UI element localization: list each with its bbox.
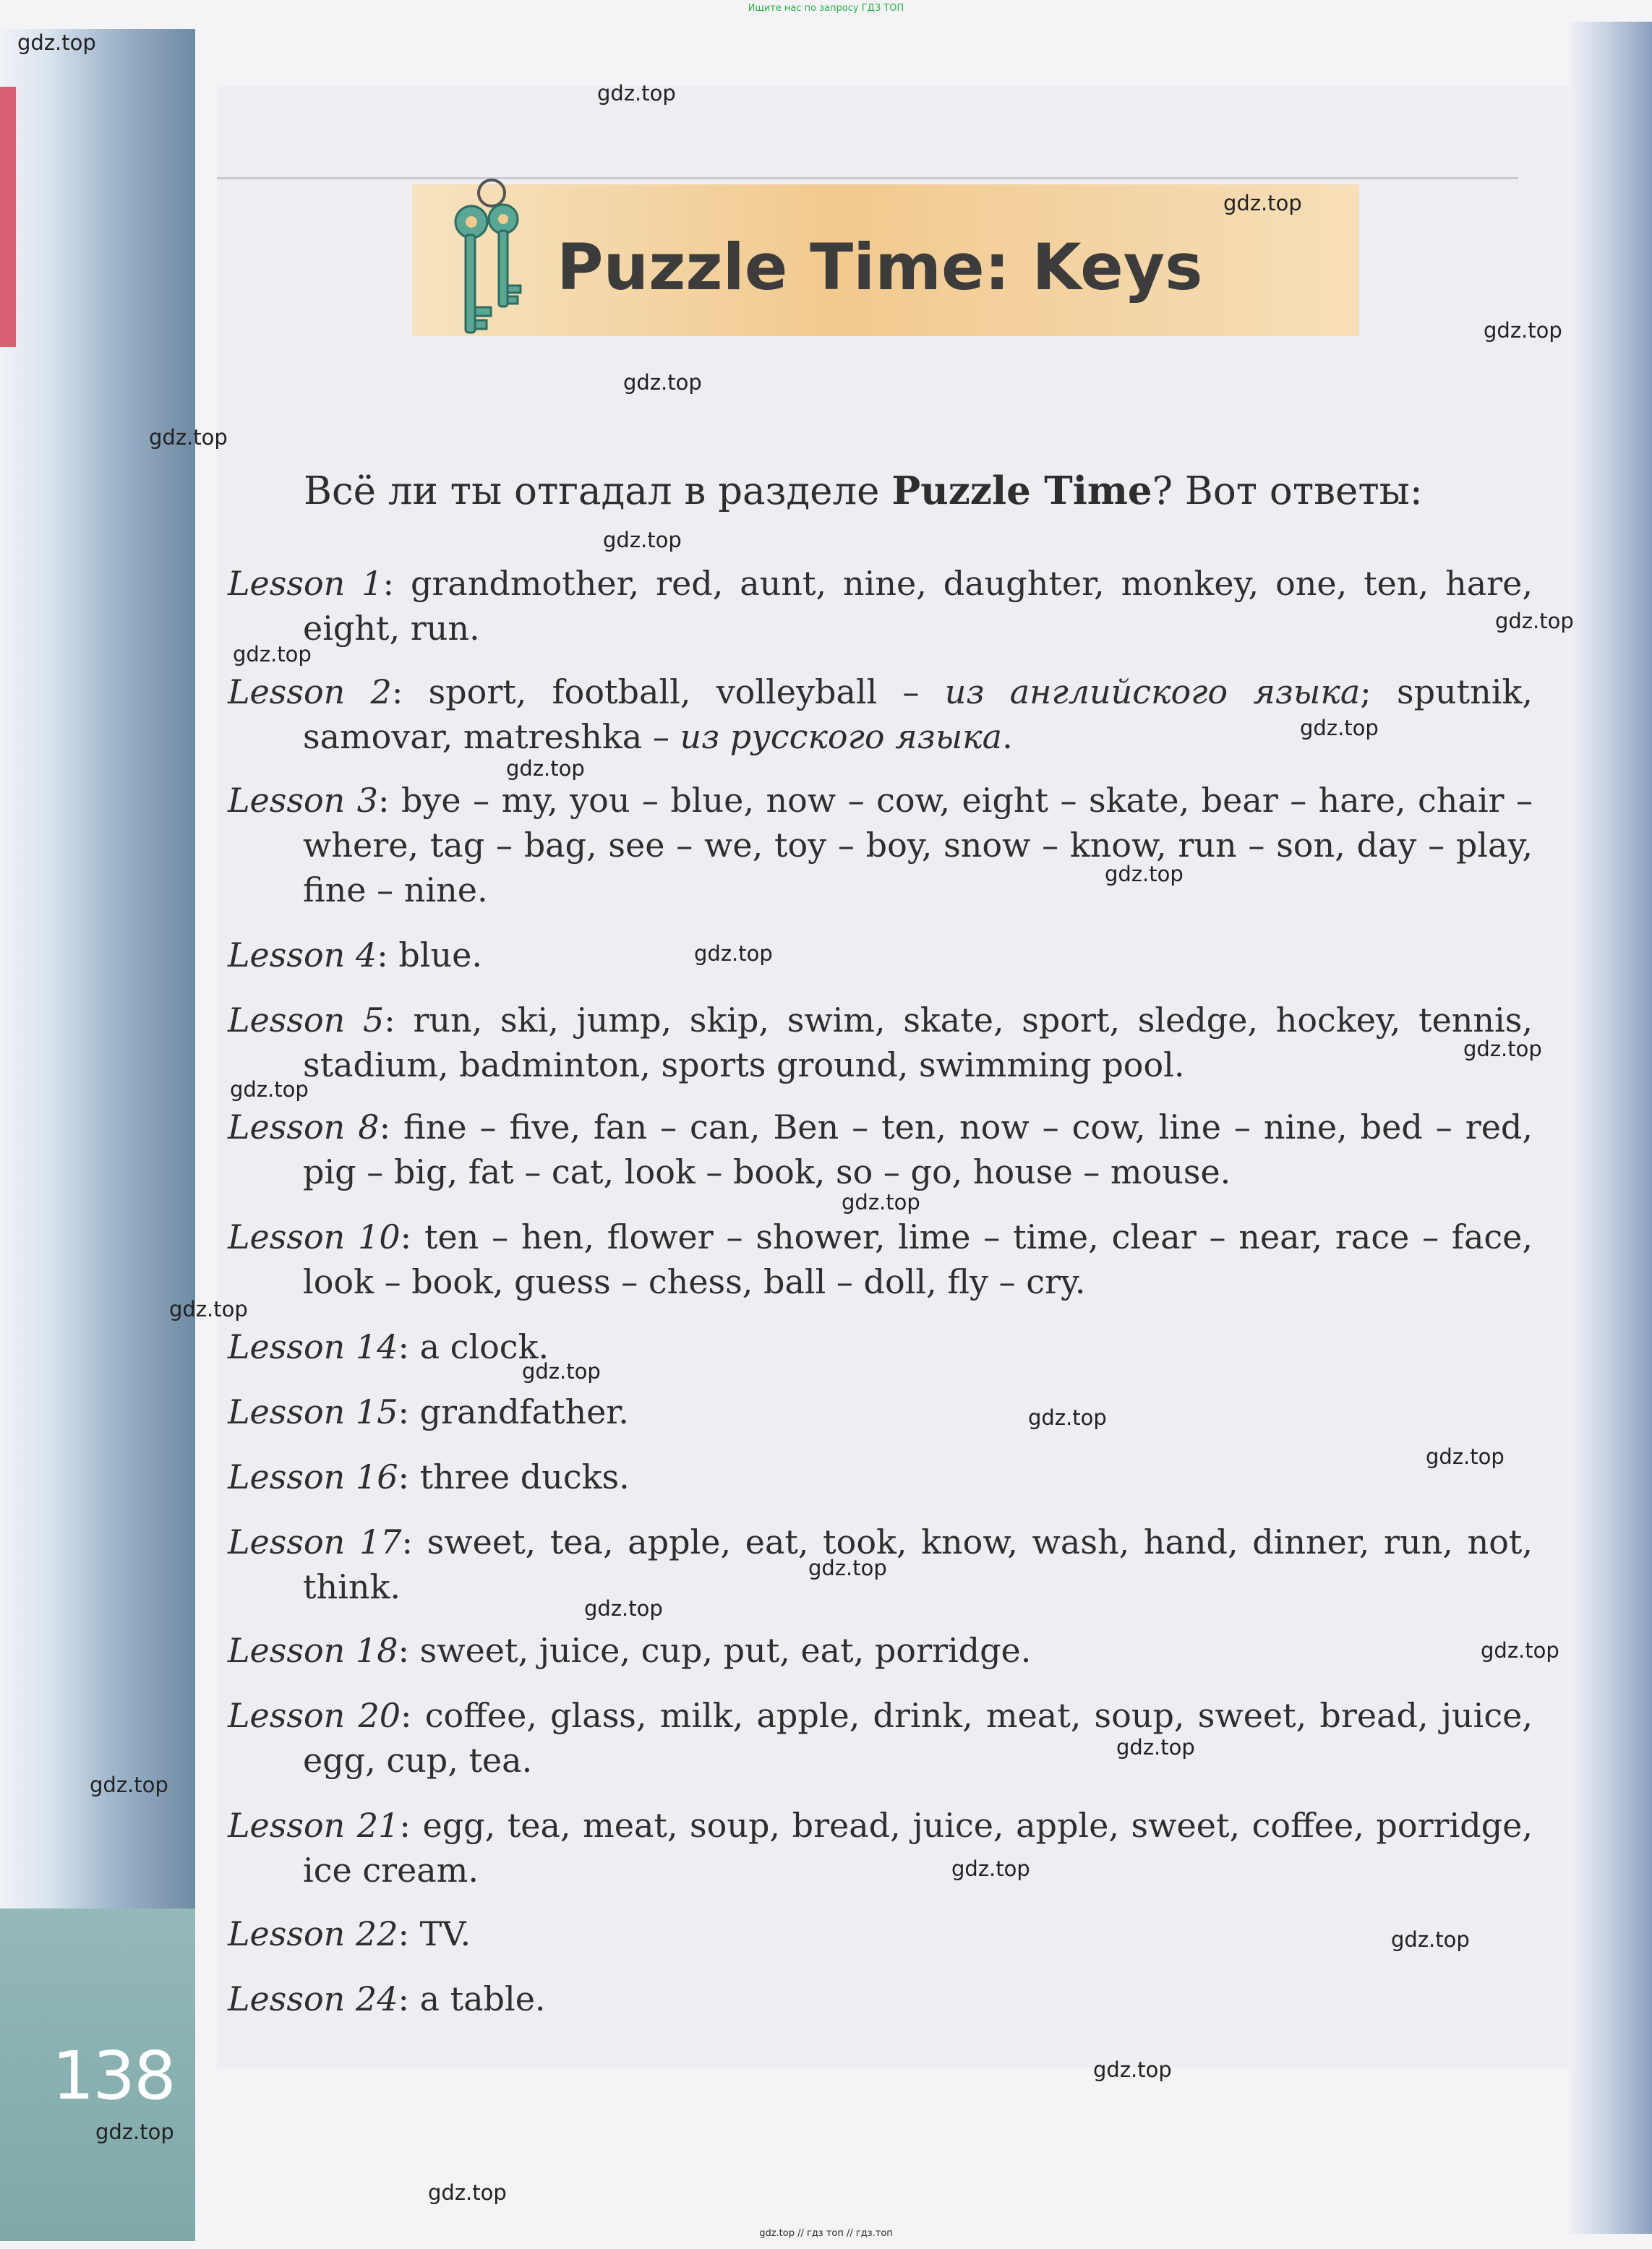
lesson-answer: sweet, tea, apple, eat, took, know, wash, hand, dinner, run, not, think. <box>303 1522 1533 1606</box>
watermark: gdz.top <box>1116 1735 1195 1760</box>
lesson-item: Lesson 16: three ducks. <box>228 1457 630 1496</box>
watermark: gdz.top <box>1463 1037 1542 1061</box>
watermark: gdz.top <box>1105 862 1184 886</box>
lesson-answer: a clock. <box>419 1327 549 1366</box>
watermark: gdz.top <box>169 1297 248 1321</box>
page-number: 138 <box>52 2037 175 2115</box>
lesson-item: Lesson 20: coffee, glass, milk, apple, drink, meat, soup, sweet, bread, juice, egg, cup, tea. <box>228 1696 1533 1780</box>
watermark: gdz.top <box>522 1359 601 1384</box>
lesson-answer: grandmother, red, aunt, nine, daughter, monkey, one, ten, hare, eight, run. <box>303 564 1533 648</box>
lesson-answer: coffee, glass, milk, apple, drink, meat, soup, sweet, bread, juice, egg, cup, tea. <box>303 1696 1533 1780</box>
lesson-name: Lesson 5 <box>228 1001 385 1040</box>
watermark: gdz.top <box>1426 1444 1505 1469</box>
lesson-answer: blue. <box>398 935 482 974</box>
watermark: gdz.top <box>149 425 228 450</box>
watermark: gdz.top <box>506 756 585 781</box>
lesson-item: Lesson 8: fine – five, fan – can, Ben – ten, now – cow, line – nine, bed – red, pig – big, fat – cat, look – book, so – go, house – mouse. <box>228 1108 1533 1191</box>
right-binding-shadow <box>1569 22 1652 2234</box>
watermark: gdz.top <box>17 30 96 55</box>
lesson-answer: egg, tea, meat, soup, bread, juice, apple, sweet, coffee, porridge, ice cream. <box>303 1806 1533 1890</box>
lesson-answer: fine – five, fan – can, Ben – ten, now – cow, line – nine, bed – red, pig – big, fat – cat, look – book, so – go, house – mouse. <box>303 1108 1533 1191</box>
lesson-item: Lesson 4: blue. <box>228 935 482 974</box>
lesson-answer: three ducks. <box>419 1457 630 1496</box>
lesson-name: Lesson 18 <box>228 1631 398 1670</box>
watermark: gdz.top <box>584 1596 663 1621</box>
intro-text: Всё ли ты отгадал в разделе <box>304 469 892 513</box>
watermark: gdz.top <box>1495 609 1574 633</box>
watermark: gdz.top <box>597 81 676 106</box>
lesson-item: Lesson 22: TV. <box>228 1914 471 1953</box>
watermark: gdz.top <box>603 528 682 552</box>
lesson-item: Lesson 24: a table. <box>228 1979 546 2018</box>
lesson-item: Lesson 1: grandmother, red, aunt, nine, daughter, monkey, one, ten, hare, eight, run. <box>228 564 1533 648</box>
lesson-answer: run, ski, jump, skip, swim, skate, sport, sledge, hockey, tennis, stadium, badminton, sports ground, swimming pool. <box>303 1001 1533 1084</box>
watermark: gdz.top <box>1300 716 1379 740</box>
watermark: gdz.top <box>951 1856 1030 1881</box>
lesson-answer: TV. <box>419 1914 471 1953</box>
watermark: gdz.top <box>1028 1405 1107 1430</box>
lesson-item: Lesson 3: bye – my, you – blue, now – cow, eight – skate, bear – hare, chair – where, tag – bag, see – we, toy – boy, snow – know, run – son, day – play, fine – nine. <box>228 781 1533 909</box>
lesson-item: Lesson 14: a clock. <box>228 1327 549 1366</box>
intro-bold: Puzzle Time <box>891 468 1152 513</box>
watermark: gdz.top <box>1093 2057 1172 2082</box>
watermark: gdz.top <box>233 642 312 667</box>
watermark: gdz.top <box>1391 1927 1470 1952</box>
watermark: gdz.top <box>95 2120 174 2144</box>
lesson-answer-russian: из русского языка <box>680 717 1003 756</box>
watermark: gdz.top <box>230 1077 309 1102</box>
lesson-item: Lesson 17: sweet, tea, apple, eat, took, know, wash, hand, dinner, run, not, think. <box>228 1522 1533 1606</box>
lesson-name: Lesson 16 <box>228 1457 398 1496</box>
lesson-name: Lesson 1 <box>228 564 383 603</box>
lesson-item: Lesson 21: egg, tea, meat, soup, bread, juice, apple, sweet, coffee, porridge, ice cream. <box>228 1806 1533 1890</box>
lesson-name: Lesson 10 <box>228 1217 401 1256</box>
bleed-rule <box>217 177 1518 179</box>
lesson-name: Lesson 4 <box>228 935 377 974</box>
lesson-answer-russian: из английского языка <box>944 672 1361 711</box>
watermark: gdz.top <box>842 1190 920 1215</box>
watermark: gdz.top <box>808 1556 887 1580</box>
watermark: gdz.top <box>694 941 773 966</box>
watermark: gdz.top <box>1223 191 1302 215</box>
watermark: gdz.top <box>1481 1638 1559 1663</box>
lesson-name: Lesson 24 <box>228 1979 398 2018</box>
lesson-answer: sport, football, volleyball – <box>428 672 945 711</box>
lesson-item: Lesson 15: grandfather. <box>228 1392 629 1431</box>
watermark: gdz.top <box>90 1773 168 1797</box>
lesson-name: Lesson 22 <box>228 1914 398 1953</box>
lesson-answer: sweet, juice, cup, put, eat, porridge. <box>419 1631 1032 1670</box>
lesson-answer: bye – my, you – blue, now – cow, eight – skate, bear – hare, chair – where, tag – bag, see – we, toy – boy, snow – know, run – son, day – play, fine – nine. <box>303 781 1533 909</box>
bottom-banner: gdz.top // гдз топ // гдз.топ <box>759 2228 893 2239</box>
lesson-answer: . <box>1002 717 1013 756</box>
lesson-item: Lesson 2: sport, football, volleyball – из английского языка; sputnik, samovar, matreshka – из русского языка. <box>228 672 1533 756</box>
lesson-name: Lesson 14 <box>228 1327 398 1366</box>
lesson-answer: grandfather. <box>419 1392 629 1431</box>
watermark: gdz.top <box>428 2180 507 2205</box>
left-red-stripe <box>0 87 16 347</box>
lesson-item: Lesson 10: ten – hen, flower – shower, lime – time, clear – near, race – face, look – book, guess – chess, ball – doll, fly – cry. <box>228 1217 1533 1301</box>
watermark: gdz.top <box>623 370 702 395</box>
watermark: gdz.top <box>1484 318 1562 343</box>
lesson-name: Lesson 2 <box>228 672 392 711</box>
lesson-name: Lesson 17 <box>228 1522 402 1562</box>
lesson-name: Lesson 3 <box>228 781 379 820</box>
lesson-answer: ; sputnik, samovar, matreshka – <box>303 672 1533 756</box>
lesson-answer: a table. <box>419 1979 546 2018</box>
page-title: Puzzle Time: Keys <box>557 230 1203 304</box>
keys-icon <box>441 177 528 343</box>
left-color-band <box>0 29 195 2241</box>
lesson-name: Lesson 8 <box>228 1108 380 1147</box>
intro-end: ? Вот ответы: <box>1152 469 1423 513</box>
lesson-name: Lesson 21 <box>228 1806 400 1845</box>
intro-line <box>304 468 1533 513</box>
lesson-name: Lesson 20 <box>228 1696 401 1735</box>
lesson-answer: ten – hen, flower – shower, lime – time, clear – near, race – face, look – book, guess – chess, ball – doll, fly – cry. <box>303 1217 1533 1301</box>
top-banner: Ищите нас по запросу ГДЗ ТОП <box>748 3 904 14</box>
lesson-item: Lesson 5: run, ski, jump, skip, swim, skate, sport, sledge, hockey, tennis, stadium, badminton, sports ground, swimming pool. <box>228 1001 1533 1084</box>
lesson-name: Lesson 15 <box>228 1392 398 1431</box>
lesson-item: Lesson 18: sweet, juice, cup, put, eat, porridge. <box>228 1631 1032 1670</box>
